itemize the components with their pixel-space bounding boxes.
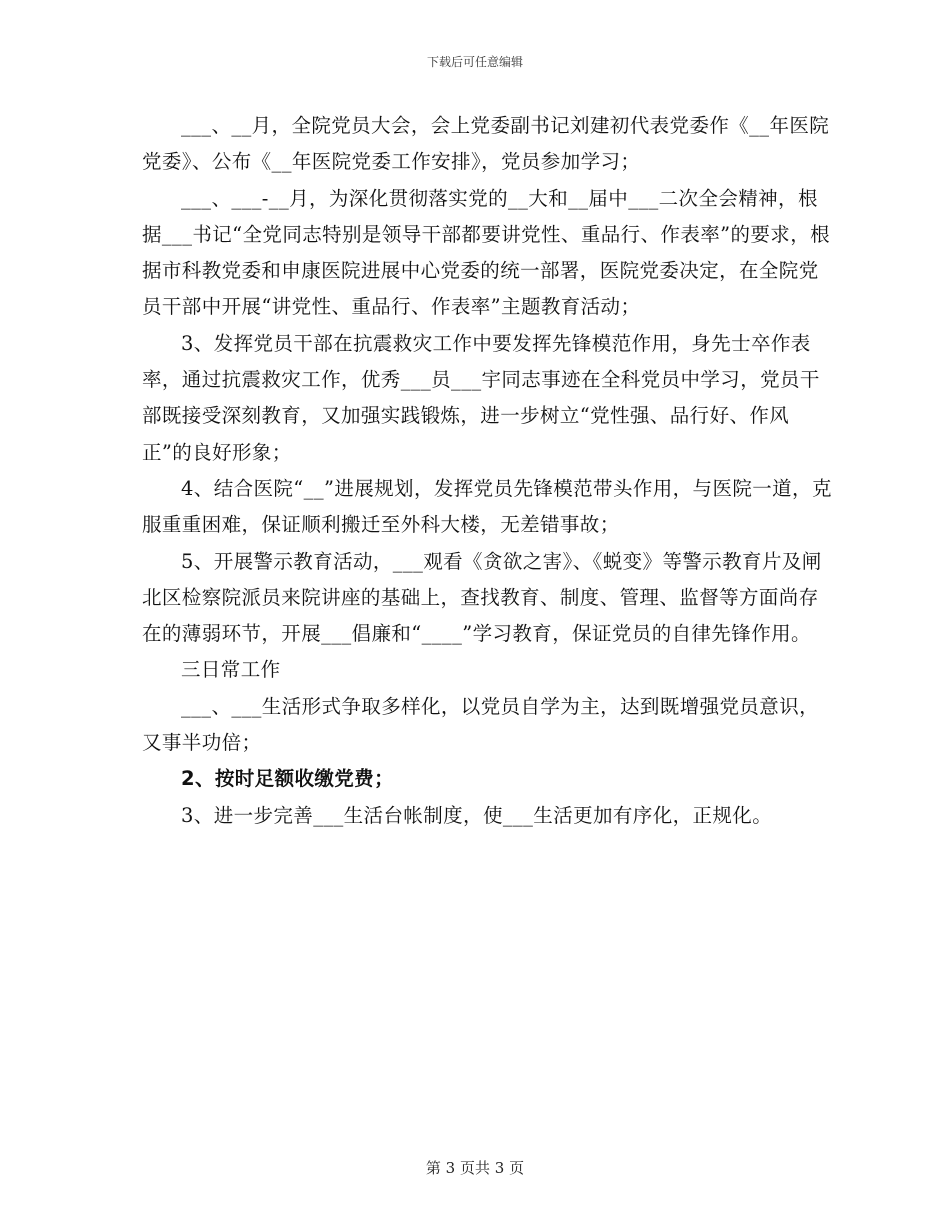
paragraph-warning-education: 5、开展警示教育活动，___观看《贪欲之害》、《蜕变》等警示教育片及闸北区检察院派员来院讲座的基础上，查找教育、制度、管理、监督等方面尚存在的薄弱环节，开展___倡廉和“____”学习教育，保证党员的自律先锋作用。 — [142, 549, 822, 646]
header-note: 下载后可任意编辑 — [426, 55, 523, 69]
paragraph-party-dues: 2、按时足额收缴党费； — [181, 767, 394, 791]
paragraph-earthquake-relief: 3、发挥党员干部在抗震救灾工作中要发挥先锋模范作用，身先士卒作表率，通过抗震救灾工作，优秀___员___宇同志事迹在全科党员中学习，党员干部既接受深刻教育，又加强实践锻炼，进一步树立“党性强、品行好、作风正”的良好形象； — [142, 331, 820, 464]
paragraph-study-forms: ___、___生活形式争取多样化，以党员自学为主，达到既增强党员意识，又事半功倍； — [142, 694, 820, 755]
paragraph-meeting: ___、__月，全院党员大会，会上党委副书记刘建初代表党委作《__年医院党委》、公布《__年医院党委工作安排》，党员参加学习； — [142, 114, 830, 174]
paragraph-education-campaign: ___、___-__月，为深化贯彻落实党的__大和__届中___二次全会精神，根据___书记“全党同志特别是领导干部都要讲党性、重品行、作表率”的要求，根据市科教党委和申康医院进展中心党委的统一部署，医院党委决定，在全院党员干部中开展“讲党性、重品行、作表率”主题教育活动； — [142, 186, 830, 319]
page-number: 第 3 页共 3 页 — [425, 1159, 525, 1177]
section-heading-daily-work: 三日常工作 — [181, 658, 281, 682]
paragraph-ledger-system: 3、进一步完善___生活台帐制度，使___生活更加有序化，正规化。 — [181, 803, 773, 827]
document-body — [142, 108, 832, 834]
paragraph-relocation: 4、结合医院“__”进展规划，发挥党员先锋模范带头作用，与医院一道，克服重重困难，保证顺利搬迁至外科大楼，无差错事故； — [142, 476, 832, 537]
